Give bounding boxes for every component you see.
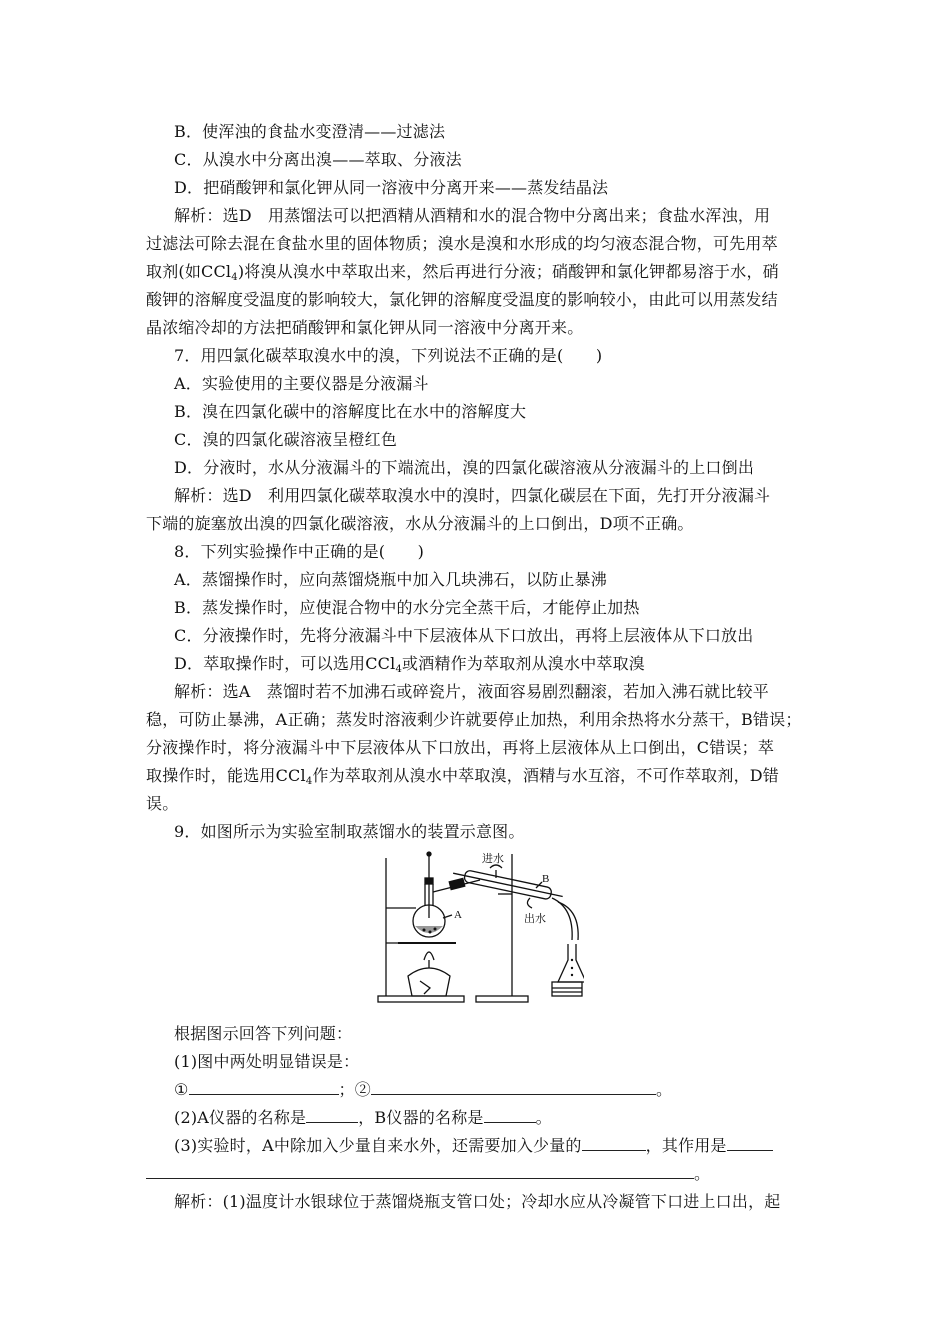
alcohol-lamp [408, 968, 450, 996]
answer-blank-2[interactable] [371, 1079, 656, 1095]
iron-stand-base [378, 996, 464, 1002]
analysis-line: 解析：(1)温度计水银球位于蒸馏烧瓶支管口处；冷却水应从冷凝管下口进上口出，起 [174, 1192, 781, 1211]
analysis-line: 解析：选A 蒸馏时若不加沸石或碎瓷片，液面容易剧烈翻滚，若加入沸石就比较平 [174, 682, 769, 701]
answer-blank-4[interactable] [484, 1107, 536, 1123]
answer-line-3b: 。 [146, 1163, 710, 1185]
receiving-flask [558, 944, 584, 982]
analysis-line: 误。 [146, 794, 179, 813]
answer-blank-7[interactable] [146, 1163, 694, 1179]
answer-line-1: ① ；② 。 [174, 1080, 673, 1099]
answer-blank-6[interactable] [727, 1135, 773, 1151]
option-line: D．把硝酸钾和氯化钾从同一溶液中分离开来——蒸发结晶法 [174, 178, 609, 197]
option-line: B．溴在四氯化碳中的溶解度比在水中的溶解度大 [174, 402, 527, 421]
option-line: B．使浑浊的食盐水变澄清——过滤法 [174, 122, 446, 141]
option-line: A．实验使用的主要仪器是分液漏斗 [174, 374, 429, 393]
analysis-line: 过滤法可除去混在食盐水里的固体物质；溴水是溴和水形成的均匀液态混合物，可先用萃 [146, 234, 778, 253]
answer-blank-3[interactable] [306, 1107, 358, 1123]
question-7: 7．用四氯化碳萃取溴水中的溴，下列说法不正确的是( ) [174, 346, 603, 365]
stopper [425, 878, 433, 884]
answer-blank-5[interactable] [582, 1135, 646, 1151]
sub-question-2: (2)A仪器的名称是 ，B仪器的名称是 。 [174, 1108, 552, 1127]
analysis-line: 酸钾的溶解度受温度的影响较大，氯化钾的溶解度受温度的影响较小，由此可以用蒸发结 [146, 290, 778, 309]
analysis-line: 下端的旋塞放出溴的四氯化碳溶液，水从分液漏斗的上口倒出，D项不正确。 [146, 514, 694, 533]
option-line: C．分液操作时，先将分液漏斗中下层液体从下口放出，再将上层液体从下口放出 [174, 626, 754, 645]
question-9: 9．如图所示为实验室制取蒸馏水的装置示意图。 [174, 822, 525, 841]
option-line: D．萃取操作时，可以选用CCl$_4$或酒精作为萃取剂从溴水中萃取溴 [174, 654, 646, 675]
option-line: B．蒸发操作时，应使混合物中的水分完全蒸干后，才能停止加热 [174, 598, 640, 617]
analysis-line: 解析：选D 用蒸馏法可以把酒精从酒精和水的混合物中分离出来；食盐水浑浊，用 [174, 206, 771, 225]
stand-block [552, 982, 582, 996]
label-a: A [454, 909, 462, 921]
option-line: A．蒸馏操作时，应向蒸馏烧瓶中加入几块沸石，以防止暴沸 [174, 570, 607, 589]
label-b: B [542, 873, 550, 885]
option-line: C．溴的四氯化碳溶液呈橙红色 [174, 430, 398, 449]
analysis-line: 解析：选D 利用四氯化碳萃取溴水中的溴时，四氯化碳层在下面，先打开分液漏斗 [174, 486, 771, 505]
label-water-in: 进水 [482, 853, 504, 865]
label-water-out: 出水 [524, 913, 546, 925]
adapter [558, 902, 578, 940]
option-line: D．分液时，水从分液漏斗的下端流出，溴的四氯化碳溶液从分液漏斗的上口倒出 [174, 458, 755, 477]
option-line: C．从溴水中分离出溴——萃取、分液法 [174, 150, 462, 169]
analysis-line: 稳，可防止暴沸，A正确；蒸发时溶液剩少许就要停止加热，利用余热将水分蒸干，B错误； [146, 710, 802, 729]
analysis-line: 晶浓缩冷却的方法把硝酸钾和氯化钾从同一溶液中分离开来。 [146, 318, 584, 337]
analysis-line: 分液操作时，将分液漏斗中下层液体从下口放出，再将上层液体从上口倒出，C错误；萃 [146, 738, 775, 757]
sub-question-1: (1)图中两处明显错误是： [174, 1052, 360, 1071]
distillation-apparatus-figure [372, 848, 584, 1008]
instruction-line: 根据图示回答下列问题： [174, 1024, 353, 1043]
question-8: 8．下列实验操作中正确的是( ) [174, 542, 425, 561]
answer-blank-1[interactable] [189, 1079, 339, 1095]
analysis-line: 取剂(如CCl$_4$)将溴从溴水中萃取出来，然后再进行分液；硝酸钾和氯化钾都易溶于水，硝 [146, 262, 779, 283]
analysis-line: 取操作时，能选用CCl$_4$作为萃取剂从溴水中萃取溴，酒精与水互溶，不可作萃取剂，D错 [146, 766, 780, 787]
sub-question-3: (3)实验时，A中除加入少量自来水外，还需要加入少量的 ，其作用是 [174, 1135, 773, 1157]
